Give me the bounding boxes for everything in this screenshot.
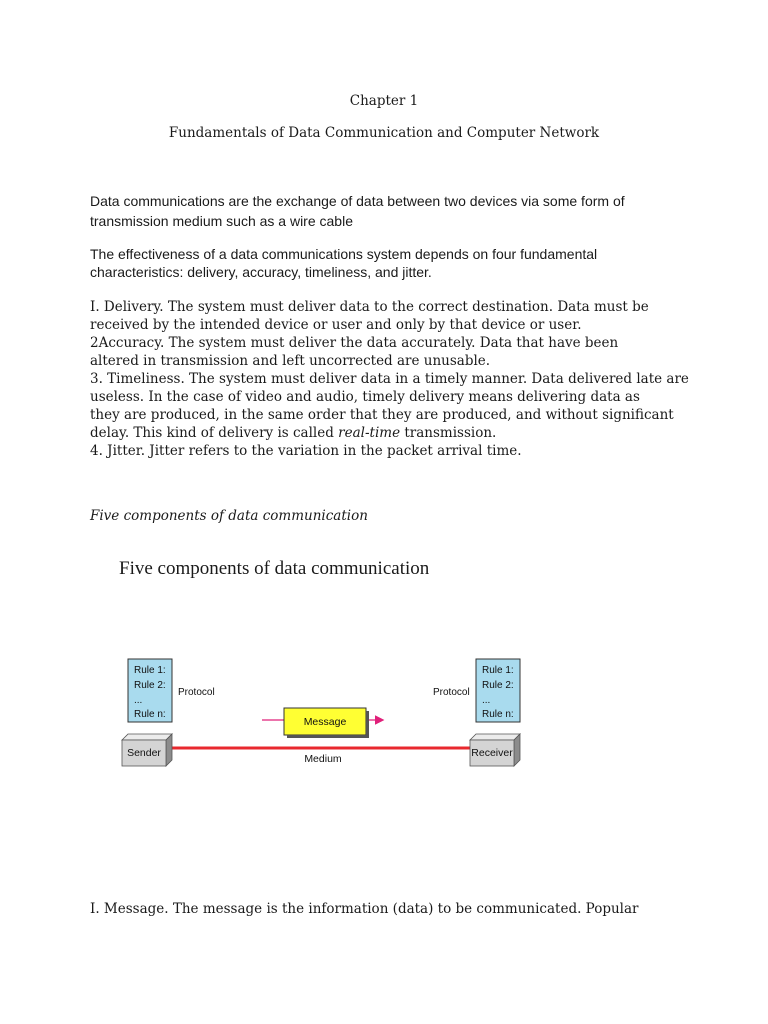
sender-rule-text: Rule 1:	[134, 665, 166, 676]
timeliness-line: useless. In the case of video and audio, timely delivery means delivering data as	[90, 389, 640, 405]
receiver-label: Receiver	[471, 747, 513, 759]
message-paragraph	[90, 900, 710, 918]
figure-caption: Five components of data communication	[90, 508, 368, 524]
sender-rule-text: ...	[134, 695, 143, 706]
intro-line: transmission medium such as a wire cable	[90, 213, 353, 229]
message-box-shadow	[366, 711, 369, 738]
timeliness-text: delay. This kind of delivery is called	[90, 425, 339, 441]
accuracy-line: 2Accuracy. The system must deliver the data accurately. Data that have been	[90, 335, 619, 351]
message-line: I. Message. The message is the information (data) to be communicated. Popular	[90, 901, 639, 917]
sender-device-top	[122, 734, 172, 740]
sender-device-side	[166, 734, 172, 766]
receiver-rule-text: Rule n:	[482, 709, 514, 720]
delivery-line: received by the intended device or user and only by that device or user.	[90, 317, 582, 333]
message-box-shadow	[287, 735, 369, 738]
receiver-rule-text: Rule 2:	[482, 680, 514, 691]
message-label: Message	[303, 716, 347, 728]
timeliness-line: 3. Timeliness. The system must deliver data in a timely manner. Data delivered late are	[90, 371, 689, 387]
real-time-term: real-time	[338, 425, 401, 441]
receiver-device-side	[514, 734, 520, 766]
sender-rule-text: Rule 2:	[134, 680, 166, 691]
jitter-line: 4. Jitter. Jitter refers to the variation in the packet arrival time.	[90, 443, 522, 459]
protocol-label-right: Protocol	[433, 687, 470, 698]
document-title: Fundamentals of Data Communication and Computer Network	[168, 125, 600, 141]
sender-label: Sender	[127, 747, 161, 759]
sender-rule-text: Rule n:	[134, 709, 166, 720]
medium-label: Medium	[304, 753, 342, 765]
timeliness-line: they are produced, in the same order that they are produced, and without significant	[90, 407, 674, 423]
accuracy-line: altered in transmission and left uncorrected are unusable.	[90, 353, 491, 369]
effectiveness-line: The effectiveness of a data communications system depends on four fundamental	[90, 246, 598, 262]
intro-line: Data communications are the exchange of data between two devices via some form of	[90, 193, 625, 209]
effectiveness-line: characteristics: delivery, accuracy, timeliness, and jitter.	[90, 264, 432, 280]
figure-title: Five components of data communication	[119, 558, 430, 579]
receiver-device-top	[470, 734, 520, 740]
delivery-line: I. Delivery. The system must deliver data to the correct destination. Data must be	[90, 299, 649, 315]
receiver-rule-text: ...	[482, 695, 491, 706]
receiver-rule-text: Rule 1:	[482, 665, 514, 676]
chapter-heading: Chapter 1	[349, 93, 419, 109]
timeliness-text: transmission.	[400, 425, 497, 441]
protocol-label-left: Protocol	[178, 687, 215, 698]
